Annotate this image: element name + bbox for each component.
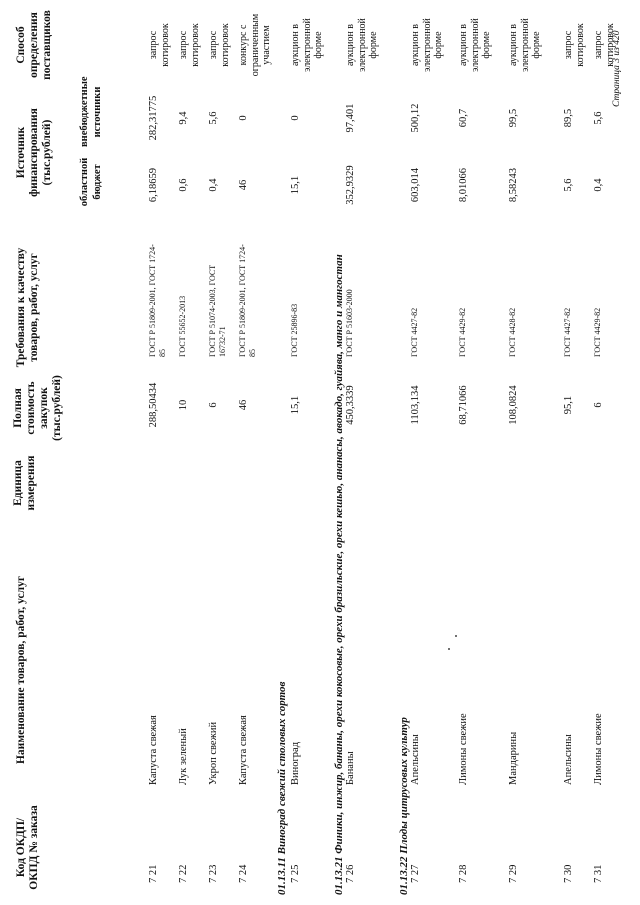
- row-method: аукцион в электронной форме: [290, 18, 324, 72]
- row-cost: 288,50434: [148, 382, 159, 428]
- row-method: аукцион в электронной форме: [410, 18, 444, 72]
- row-extra: 500,12: [410, 103, 421, 133]
- section-heading: [276, 682, 288, 895]
- header-name: Наименование товаров, работ, услуг: [15, 575, 27, 765]
- row-regional: 0,6: [178, 178, 189, 192]
- row-cost: 6: [593, 402, 604, 408]
- section-title: Виноград свежий столовых сортов: [276, 681, 288, 855]
- row-requirements: ГОСТ Р 51074-2003, ГОСТ 16732-71: [208, 264, 227, 357]
- row-regional: 352,9329: [345, 165, 356, 205]
- row-code: 7 29: [508, 864, 519, 883]
- row-code: 7 26: [345, 864, 356, 883]
- row-extra: 60,7: [458, 108, 469, 128]
- row-requirements: ГОСТ Р 51809-2001, ГОСТ 1724-85: [238, 244, 257, 357]
- row-code: 7 22: [178, 864, 189, 883]
- row-regional: 46: [238, 179, 249, 191]
- row-method: аукцион в электронной форме: [458, 18, 492, 72]
- row-cost: 108,0824: [508, 385, 519, 425]
- row-code: 7 28: [458, 864, 469, 883]
- row-regional: 15,1: [290, 175, 301, 195]
- row-cost: 6: [208, 402, 219, 408]
- row-method: запрос котировок: [178, 23, 201, 67]
- section-heading: [398, 717, 410, 895]
- section-code: 01.13.21: [333, 856, 345, 895]
- header-requirements: Требования к качеству товаров, работ, услуг: [15, 247, 40, 368]
- header-cost: Полная стоимость закупок (тыс.рублей): [12, 375, 63, 441]
- row-method: запрос котировок: [148, 23, 171, 67]
- row-requirements: ГОСТ 4427-82: [563, 307, 572, 357]
- row-name: Бананы: [345, 751, 356, 785]
- row-requirements: ГОСТ Р 51603-2000: [345, 289, 354, 357]
- row-code: 7 21: [148, 864, 159, 883]
- row-method: аукцион в электронной форме: [508, 18, 542, 72]
- row-extra: 5,6: [593, 111, 604, 125]
- header-unit: Единица измерения: [12, 455, 37, 511]
- row-name: Апельсины: [410, 734, 421, 785]
- row-extra: 5,6: [208, 111, 219, 125]
- row-extra: 9,4: [178, 111, 189, 125]
- row-method: аукцион в электронной форме: [345, 18, 379, 72]
- row-name: Укроп свежий: [208, 721, 219, 785]
- row-requirements: ГОСТ 4429-82: [593, 307, 602, 357]
- row-regional: 8,01066: [458, 167, 469, 203]
- header-source: Источник финансирования (тыс.рублей): [15, 108, 53, 197]
- header-method: Способ определения поставщиков: [15, 10, 53, 80]
- row-name: Капуста свежая: [238, 715, 249, 785]
- row-name: Лимоны свежие: [593, 713, 604, 785]
- row-extra: 282,31775: [148, 95, 159, 141]
- row-requirements: ГОСТ 4428-82: [508, 307, 517, 357]
- row-method: запрос котировок: [563, 23, 586, 67]
- row-method: запрос котировок: [593, 23, 616, 67]
- row-regional: 8,58243: [508, 167, 519, 203]
- row-name: Апельсины: [563, 734, 574, 785]
- row-cost: 95,1: [563, 395, 574, 415]
- row-extra: 0: [290, 115, 301, 121]
- section-title: Финики, инжир, бананы, орехи кокосовые, орехи бразильские, орехи кешью, ананасы, авокадо, гуайява, манго и мангостан: [333, 254, 345, 854]
- row-code: 7 23: [208, 864, 219, 883]
- row-extra: 89,5: [563, 108, 574, 128]
- header-source-regional: областной бюджет: [79, 157, 103, 207]
- row-cost: 46: [238, 399, 249, 411]
- row-regional: 603,014: [410, 167, 421, 203]
- page-footer: Страница 3 из 420: [612, 30, 622, 107]
- section-title: Плоды цитрусовых культур: [398, 717, 410, 854]
- row-requirements: ГОСТ 25896-83: [290, 303, 299, 357]
- row-cost: 1103,134: [410, 385, 421, 425]
- row-name: Лук зеленый: [178, 728, 189, 785]
- row-method: конкурс с ограниченным участием: [238, 13, 272, 77]
- header-code: Код ОКДП/ ОКПД № заказа: [15, 805, 40, 890]
- row-cost: 450,3339: [345, 385, 356, 425]
- row-regional: 6,18659: [148, 167, 159, 203]
- row-regional: 0,4: [593, 178, 604, 192]
- row-code: 7 24: [238, 864, 249, 883]
- row-cost: 10: [178, 399, 189, 411]
- row-extra: 99,5: [508, 108, 519, 128]
- row-extra: 0: [238, 115, 249, 121]
- row-requirements: ГОСТ 4429-82: [458, 307, 467, 357]
- row-method: запрос котировок: [208, 23, 231, 67]
- row-code: 7 31: [593, 864, 604, 883]
- section-code: 01.13.22: [398, 856, 410, 895]
- row-requirements: ГОСТ 4427-82: [410, 307, 419, 357]
- row-cost: 68,71066: [458, 385, 469, 425]
- row-regional: 5,6: [563, 178, 574, 192]
- row-cost: 15,1: [290, 395, 301, 415]
- section-code: 01.13.11: [276, 857, 288, 895]
- row-code: 7 25: [290, 864, 301, 883]
- row-name: Лимоны свежие: [458, 713, 469, 785]
- scan-speck: [448, 648, 450, 650]
- row-code: 7 30: [563, 864, 574, 883]
- header-source-extra: внебюджетные источники: [79, 76, 103, 147]
- row-code: 7 27: [410, 864, 421, 883]
- section-heading: [333, 254, 345, 895]
- row-requirements: ГОСТ Р 51809-2001, ГОСТ 1724-85: [148, 244, 167, 357]
- row-name: Мандарины: [508, 731, 519, 785]
- row-extra: 97,401: [345, 103, 356, 133]
- row-name: Виноград: [290, 741, 301, 785]
- row-name: Капуста свежая: [148, 715, 159, 785]
- scan-speck: [455, 635, 457, 637]
- row-regional: 0,4: [208, 178, 219, 192]
- row-requirements: ГОСТ 55652-2013: [178, 295, 187, 357]
